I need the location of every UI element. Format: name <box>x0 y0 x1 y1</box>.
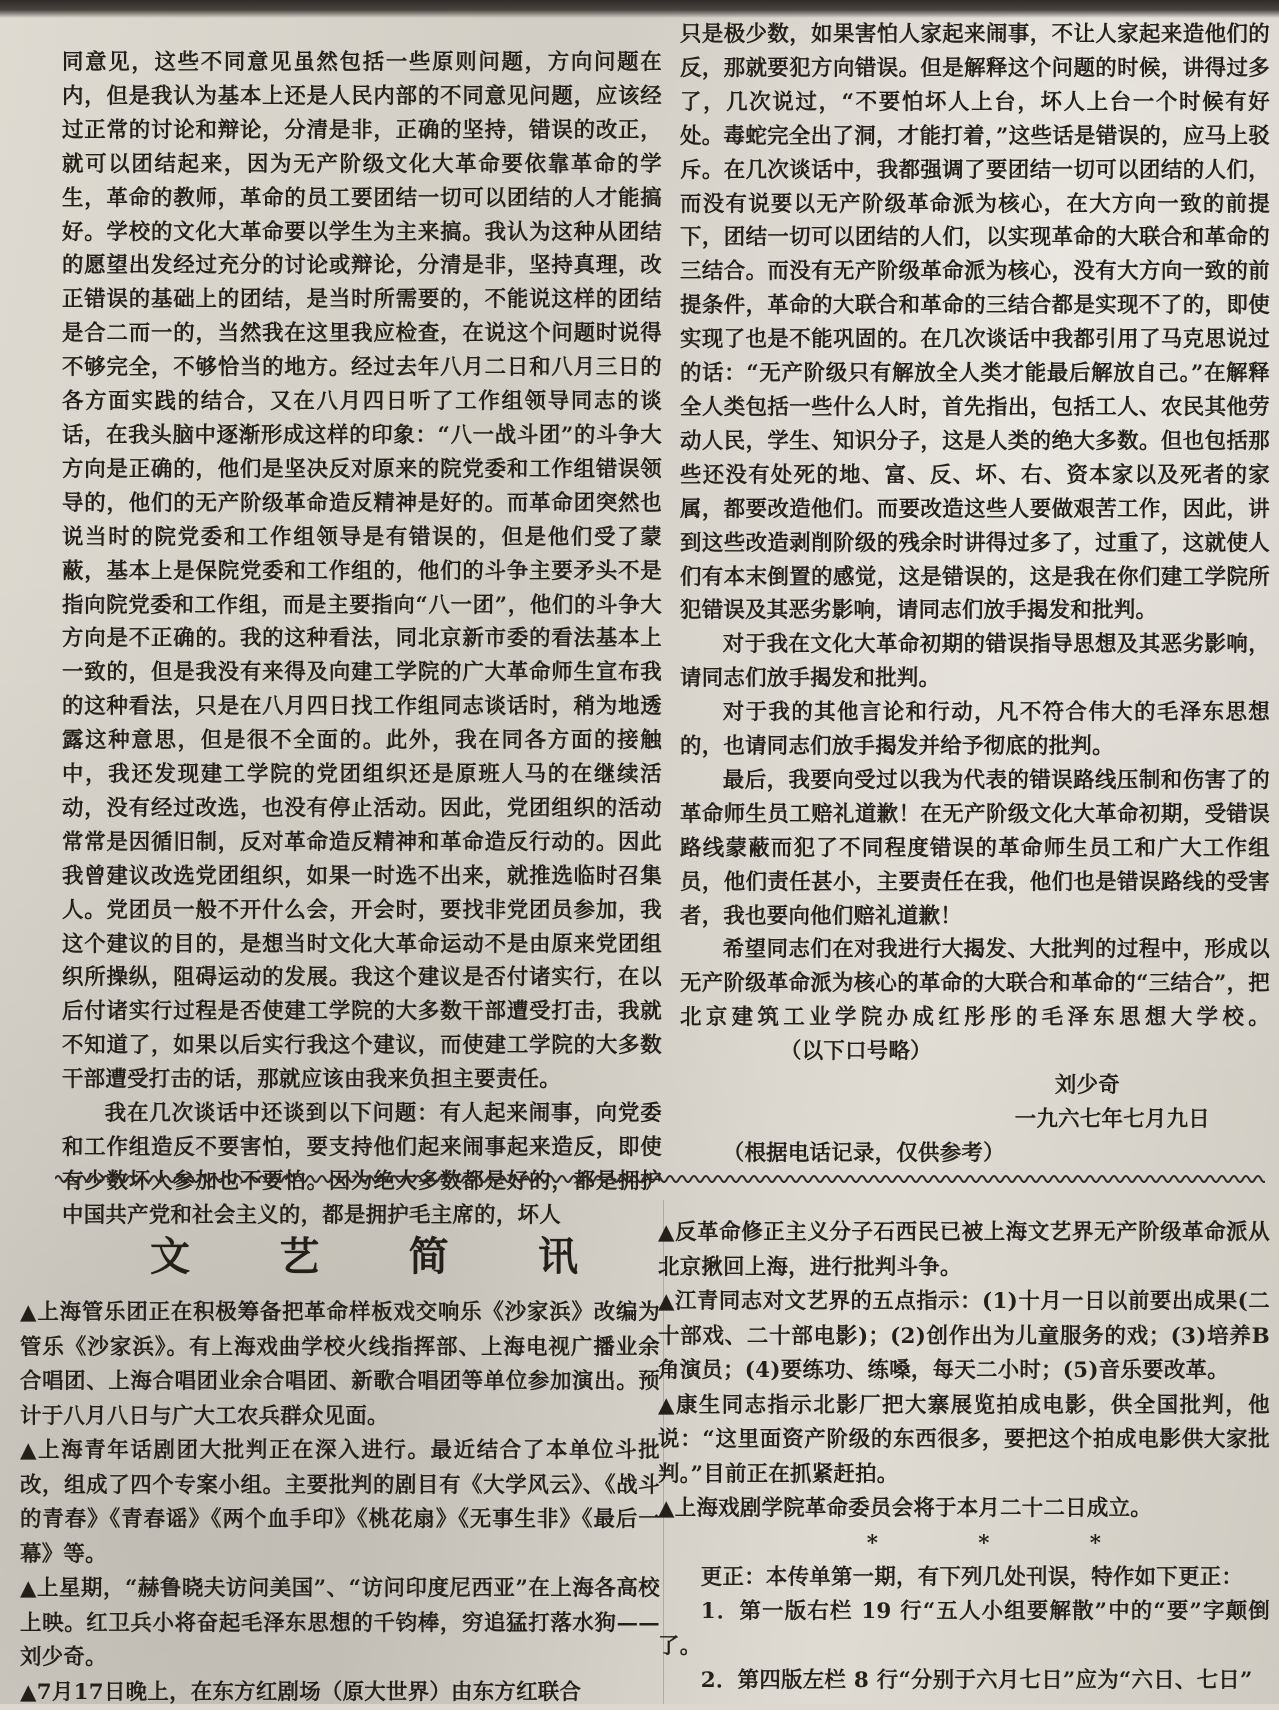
slogan-note: （以下口号略） <box>780 1039 932 1064</box>
errata-intro-text: ：本传单第一期，有下列几处刊误，特作如下更正： <box>744 1565 1243 1590</box>
signature-date: 一九六七年七月九日 <box>680 1103 1270 1137</box>
page-shadow-edge <box>0 0 1279 18</box>
errata-label: 更正 <box>701 1565 744 1590</box>
news-right-column <box>658 1216 1270 1699</box>
right-paragraph-5-text: 希望同志们在对我进行大揭发、大批判的过程中，形成以无产阶级革命派为核心的革命的大联合和革命的“三结合”，把北京建筑工业学院办成红彤彤的毛泽东思想大学校。 <box>680 937 1270 1030</box>
section-title-char-3: 简 <box>409 1225 451 1282</box>
right-paragraph-2: 对于我在文化大革命初期的错误指导思想及其恶劣影响，请同志们放手揭发和批判。 <box>680 628 1270 696</box>
right-article-column <box>680 18 1270 1171</box>
section-title-char-4: 讯 <box>538 1225 580 1282</box>
left-paragraph-1: 同意见，这些不同意见虽然包括一些原则问题，方向问题在内，但是我认为基本上还是人民内部的不同意见问题，应该经过正常的讨论和辩论，分清是非，正确的坚持，错误的改正，就可以团结起来，因为无产阶级文化大革命要依靠革命的学生，革命的教师，革命的员工要团结一切可以团结的人才能搞好。学校的文化大革命要以学生为主来搞。我认为这种从团结的愿望出发经过充分的讨论或辩论，分清是非，坚持真理，改正错误的基础上的团结，是当时所需要的，不能说这样的团结是合二而一的，当然我在这里我应检查，在说这个问题时说得不够完全，不够恰当的地方。经过去年八月二日和八月三日的各方面实践的结合，又在八月四日听了工作组领导同志的谈话，在我头脑中逐渐形成这样的印象：“八一战斗团”的斗争大方向是正确的，他们是坚决反对原来的院党委和工作组错误领导的，他们的无产阶级革命造反精神是好的。而革命团突然也说当时的院党委和工作组领导是有错误的，但是他们受了蒙蔽，基本上是保院党委和工作组的，他们的斗争主要矛头不是指向院党委和工作组，而是主要指向“八一团”，他们的斗争大方向是不正确的。我的这种看法，同北京新市委的看法基本上一致的，但是我没有来得及向建工学院的广大革命师生宣布我的这种看法，只是在八月四日找工作组同志谈话时，稍为地透露这种意思，但是很不全面的。此外，我在同各方面的接触中，我还发现建工学院的党团组织还是原班人马的在继续活动，没有经过改选，也没有停止活动。因此，党团组织的活动常常是因循旧制，反对革命造反精神和革命造反行动的。因此我曾建议改选党团组织，如果一时选不出来，就推选临时召集人。党团员一般不开什么会，开会时，要找非党团员参加，我这个建议的目的，是想当时文化大革命运动不是由原来党团组织所操纵，阻碍运动的发展。我这个建议是否付诸实行，在以后付诸实行过程是否使建工学院的大多数干部遭受打击，我就不知道了，如果以后实行我这个建议，而使建工学院的大多数干部遭受打击的话，那就应该由我来负担主要责任。 <box>62 46 662 1097</box>
news-item: ▲康生同志指示北影厂把大寨展览拍成电影，供全国批判，他说：“这里面资产阶级的东西很多，要把这个拍成电影供大家批判。”目前正在抓紧赶拍。 <box>658 1389 1270 1493</box>
section-title-char-2: 艺 <box>279 1225 321 1282</box>
news-item: ▲上海青年话剧团大批判正在深入进行。最近结合了本单位斗批改，组成了四个专案小组。主要批判的剧目有《大学风云》、《战斗的青春》《青春谣》《两个血手印》《桃花扇》《无事生非》《最后一幕》等。 <box>20 1434 660 1572</box>
errata-intro <box>658 1561 1270 1596</box>
right-paragraph-4: 最后，我要向受过以我为代表的错误路线压制和伤害了的革命师生员工赔礼道歉！在无产阶级文化大革命初期，受错误路线蒙蔽而犯了不同程度错误的革命师生员工和广大工作组员，他们责任甚小，主要责任在我，他们也是错误路线的受害者，我也要向他们赔礼道歉！ <box>680 764 1270 934</box>
news-item: ▲上海戏剧学院革命委员会将于本月二十二日成立。 <box>658 1492 1270 1527</box>
right-paragraph-3: 对于我的其他言论和行动，凡不符合伟大的毛泽东思想的，也请同志们放手揭发并给予彻底的批判。 <box>680 696 1270 764</box>
right-paragraph-5 <box>680 933 1270 1069</box>
source-note: （根据电话记录，仅供参考） <box>680 1137 1270 1171</box>
section-title-char-1: 文 <box>150 1225 192 1282</box>
section-title <box>150 1225 580 1282</box>
news-item: ▲7月17日晚上，在东方红剧场（原大世界）由东方红联合 <box>20 1676 660 1710</box>
news-item: ▲江青同志对文艺界的五点指示：(1)十月一日以前要出成果(二十部戏、二十部电影)；(2)创作出为儿童服务的戏；(3)培养B角演员；(4)要练功、练嗓，每天二小时；(5)音乐要改革。 <box>658 1285 1270 1389</box>
news-item: ▲反革命修正主义分子石西民已被上海文艺界无产阶级革命派从北京揪回上海，进行批判斗争。 <box>658 1216 1270 1285</box>
star-separator: * <box>867 1527 879 1561</box>
left-article-column <box>62 46 662 1233</box>
news-item: ▲上海管乐团正在积极筹备把革命样板戏交响乐《沙家浜》改编为管乐《沙家浜》。有上海戏曲学校火线指挥部、上海电视广播业余合唱团、上海合唱团业余合唱团、新歌合唱团等单位参加演出。预计于八月八日与广大工农兵群众见面。 <box>20 1296 660 1434</box>
news-item: ▲上星期，“赫鲁晓夫访问美国”、“访问印度尼西亚”在上海各高校上映。红卫兵小将奋起毛泽东思想的千钧棒，穷追猛打落水狗——刘少奇。 <box>20 1572 660 1676</box>
star-separator: * <box>978 1527 990 1561</box>
news-left-column <box>20 1296 660 1710</box>
wavy-divider <box>55 1172 1265 1186</box>
right-paragraph-1: 只是极少数，如果害怕人家起来闹事，不让人家起来造他们的反，那就要犯方向错误。但是解释这个问题的时候，讲得过多了，几次说过，“不要怕坏人上台，坏人上台一个时候有好处。毒蛇完全出了洞，才能打着，”这些话是错误的，应马上驳斥。在几次谈话中，我都强调了要团结一切可以团结的人们，而没有说要以无产阶级革命派为核心，在大方向一致的前提下，团结一切可以团结的人们，以实现革命的大联合和革命的三结合。而没有无产阶级革命派为核心，没有大方向一致的前提条件，革命的大联合和革命的三结合都是实现不了的，即使实现了也是不能巩固的。在几次谈话中我都引用了马克思说过的话：“无产阶级只有解放全人类才能最后解放自己。”在解释全人类包括一些什么人时，首先指出，包括工人、农民其他劳动人民，学生、知识分子，这是人类的绝大多数。但也包括那些还没有处死的地、富、反、坏、右、资本家以及死者的家属，都要改造他们。而要改造这些人要做艰苦工作，因此，讲到这些改造剥削阶级的残余时讲得过多了，过重了，这就使人们有本末倒置的感觉，这是错误的，这是我在你们建工学院所犯错误及其恶劣影响，请同志们放手揭发和批判。 <box>680 18 1270 628</box>
section-separator-stars <box>658 1527 1270 1561</box>
errata-item-1: 1．第一版右栏 19 行“五人小组要解散”中的“要”字颠倒了。 <box>658 1595 1270 1664</box>
errata-item-2: 2．第四版左栏 8 行“分别于六月七日”应为“六日、七日” <box>658 1664 1270 1699</box>
left-paragraph-2: 我在几次谈话中还谈到以下问题：有人起来闹事，向党委和工作组造反不要害怕，要支持他们起来闹事起来造反，即使有少数坏人参加也不要怕。因为绝大多数都是好的，都是拥护中国共产党和社会主义的，都是拥护毛主席的，坏人 <box>62 1097 662 1233</box>
star-separator: * <box>1090 1527 1102 1561</box>
signature: 刘少奇 <box>680 1069 1270 1103</box>
